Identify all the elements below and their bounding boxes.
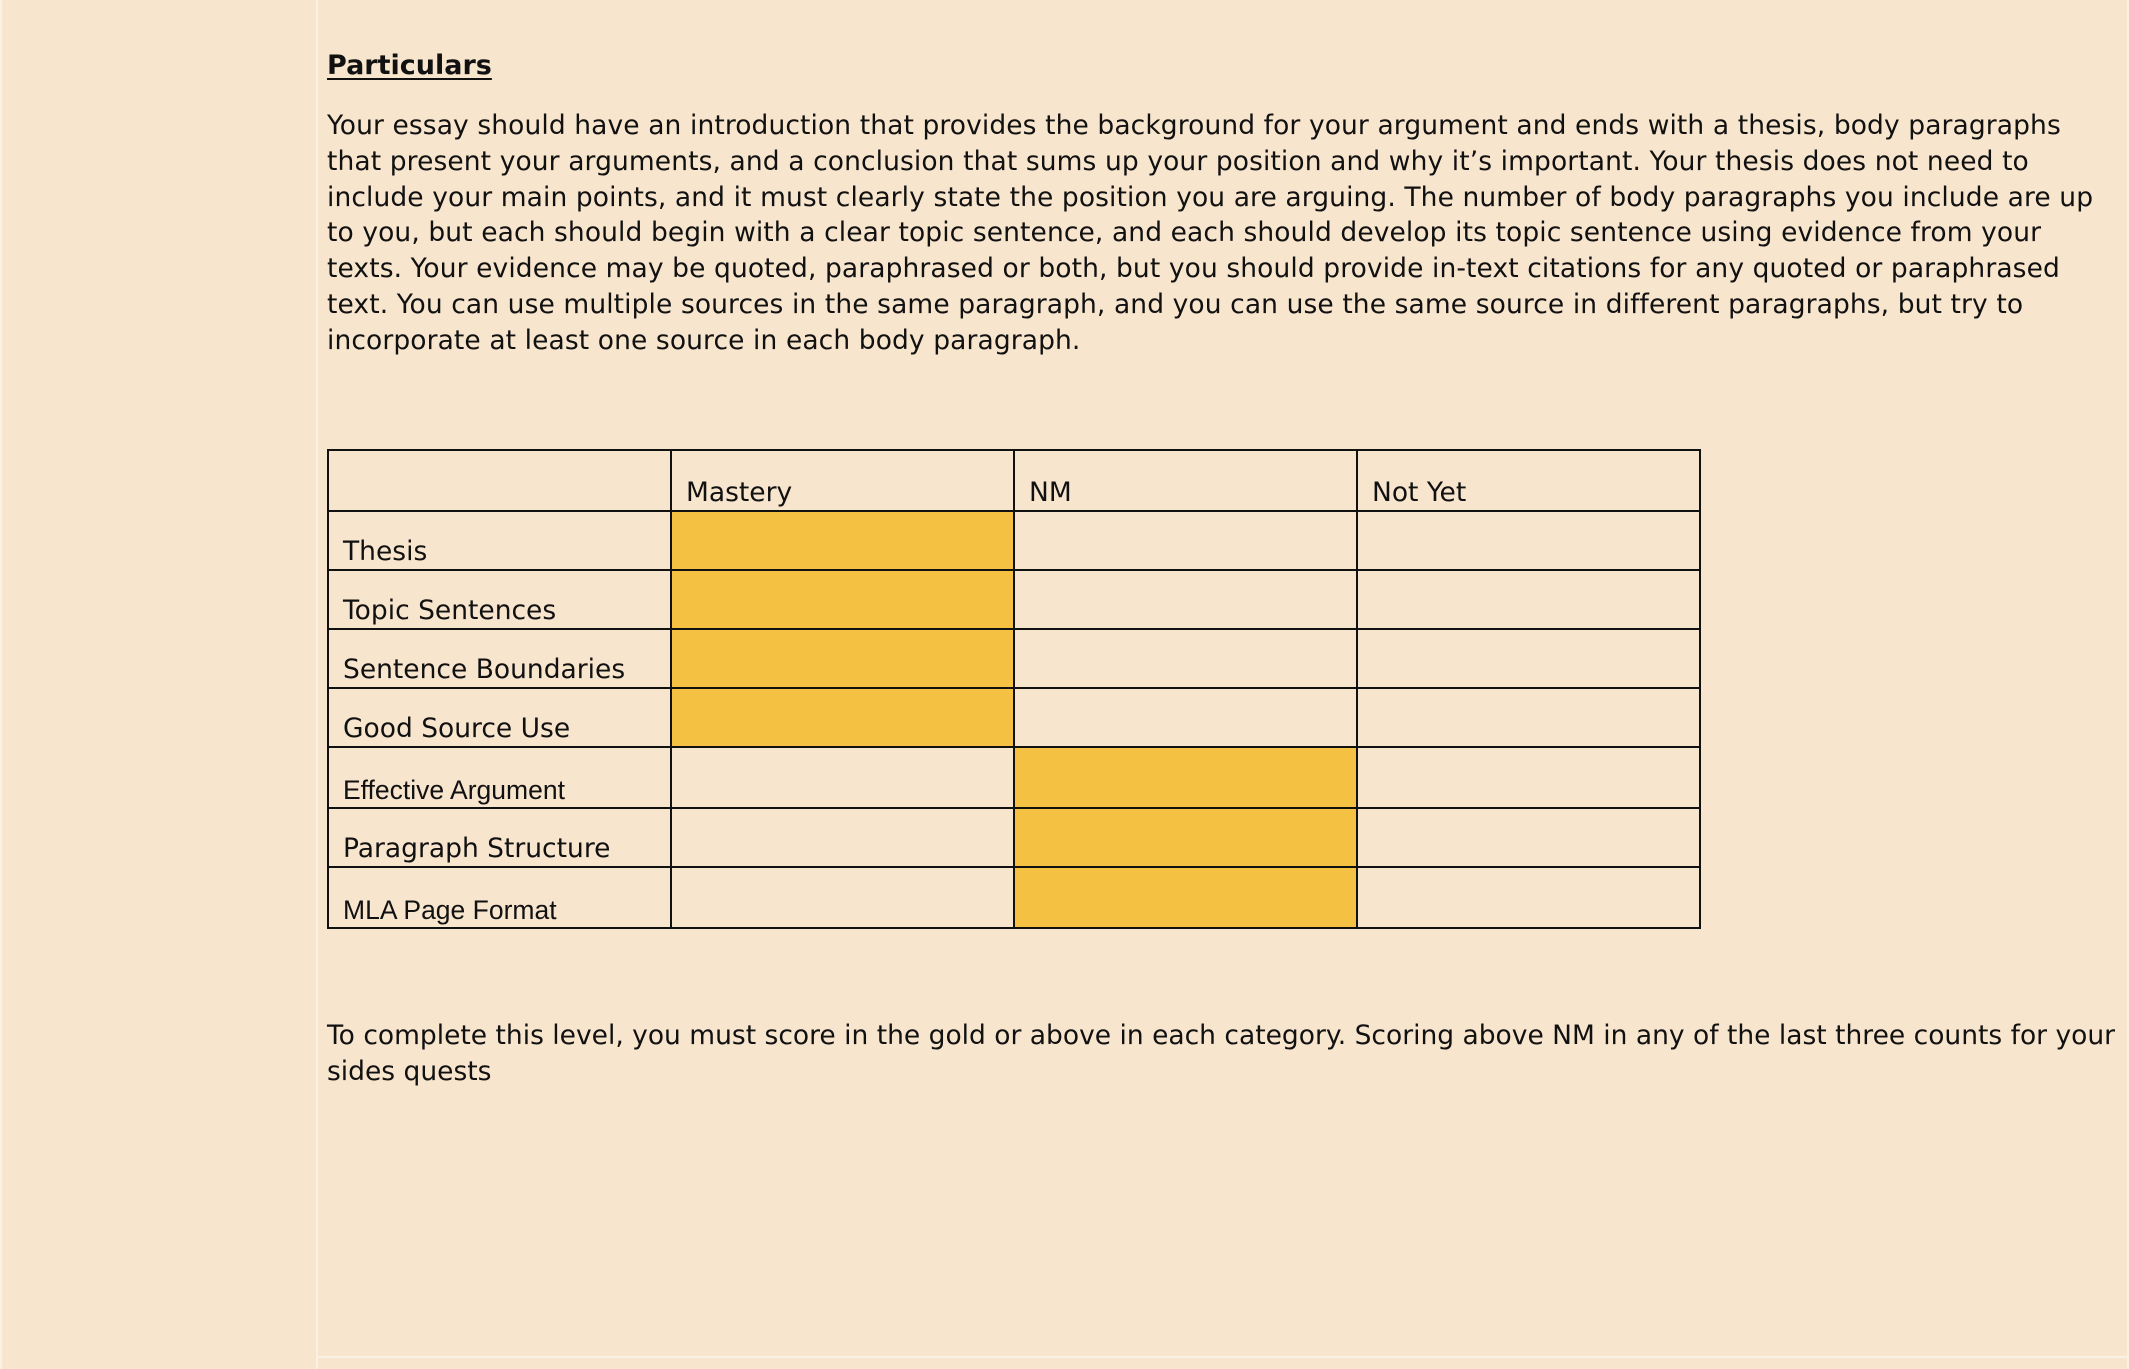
particulars-section: [327, 48, 2117, 359]
cell-not-yet: [1357, 808, 1700, 867]
cell-not-yet: [1357, 511, 1700, 570]
cell-nm: [1014, 570, 1357, 629]
cell-nm-gold: [1014, 808, 1357, 867]
cell-nm: [1014, 629, 1357, 688]
rubric-row-thesis: [328, 511, 1700, 570]
cell-nm-gold: [1014, 747, 1357, 808]
cell-mastery-gold: [671, 629, 1014, 688]
cell-not-yet: [1357, 570, 1700, 629]
header-cell-not-yet: Not Yet: [1357, 450, 1700, 511]
rubric-row-good-source-use: [328, 688, 1700, 747]
rubric-table: [327, 449, 1701, 929]
rubric-row-sentence-boundaries: [328, 629, 1700, 688]
cell-mastery: [671, 808, 1014, 867]
row-label: MLA Page Format: [328, 867, 671, 928]
cell-mastery: [671, 747, 1014, 808]
rubric-header-row: [328, 450, 1700, 511]
row-label: Topic Sentences: [328, 570, 671, 629]
cell-not-yet: [1357, 688, 1700, 747]
rubric-row-effective-argument: [328, 747, 1700, 808]
rubric-row-mla-page-format: [328, 867, 1700, 928]
left-margin-column: [0, 0, 318, 1369]
row-label: Good Source Use: [328, 688, 671, 747]
header-cell-mastery: Mastery: [671, 450, 1014, 511]
bottom-divider: [318, 1356, 2129, 1358]
completion-note: To complete this level, you must score in the gold or above in each category. Scoring above NM in any of the last three counts for your sides quests: [327, 1020, 2116, 1087]
row-label: Sentence Boundaries: [328, 629, 671, 688]
rubric-row-topic-sentences: [328, 570, 1700, 629]
cell-not-yet: [1357, 629, 1700, 688]
cell-not-yet: [1357, 867, 1700, 928]
cell-nm: [1014, 688, 1357, 747]
header-cell-nm: NM: [1014, 450, 1357, 511]
instructions-paragraph: Your essay should have an introduction that provides the background for your argument and ends with a thesis, body paragraphs that present your arguments, and a conclusion that sums up your position and why it’s important. Your thesis does not need to include your main points, and it must clearly state the position you are arguing. The number of body paragraphs you include are up to you, but each should begin with a clear topic sentence, and each should develop its topic sentence using evidence from your texts. Your evidence may be quoted, paraphrased or both, but you should provide in-text citations for any quoted or paraphrased text. You can use multiple sources in the same paragraph, and you can use the same source in different paragraphs, but try to incorporate at least one source in each body paragraph.: [327, 110, 2094, 356]
section-heading: Particulars: [327, 50, 492, 81]
row-label: Effective Argument: [328, 747, 671, 808]
cell-not-yet: [1357, 747, 1700, 808]
row-label: Thesis: [328, 511, 671, 570]
cell-nm-gold: [1014, 867, 1357, 928]
header-cell-empty: [328, 450, 671, 511]
cell-mastery-gold: [671, 688, 1014, 747]
row-label: Paragraph Structure: [328, 808, 671, 867]
rubric-row-paragraph-structure: [328, 808, 1700, 867]
cell-mastery-gold: [671, 511, 1014, 570]
cell-nm: [1014, 511, 1357, 570]
cell-mastery-gold: [671, 570, 1014, 629]
cell-mastery: [671, 867, 1014, 928]
